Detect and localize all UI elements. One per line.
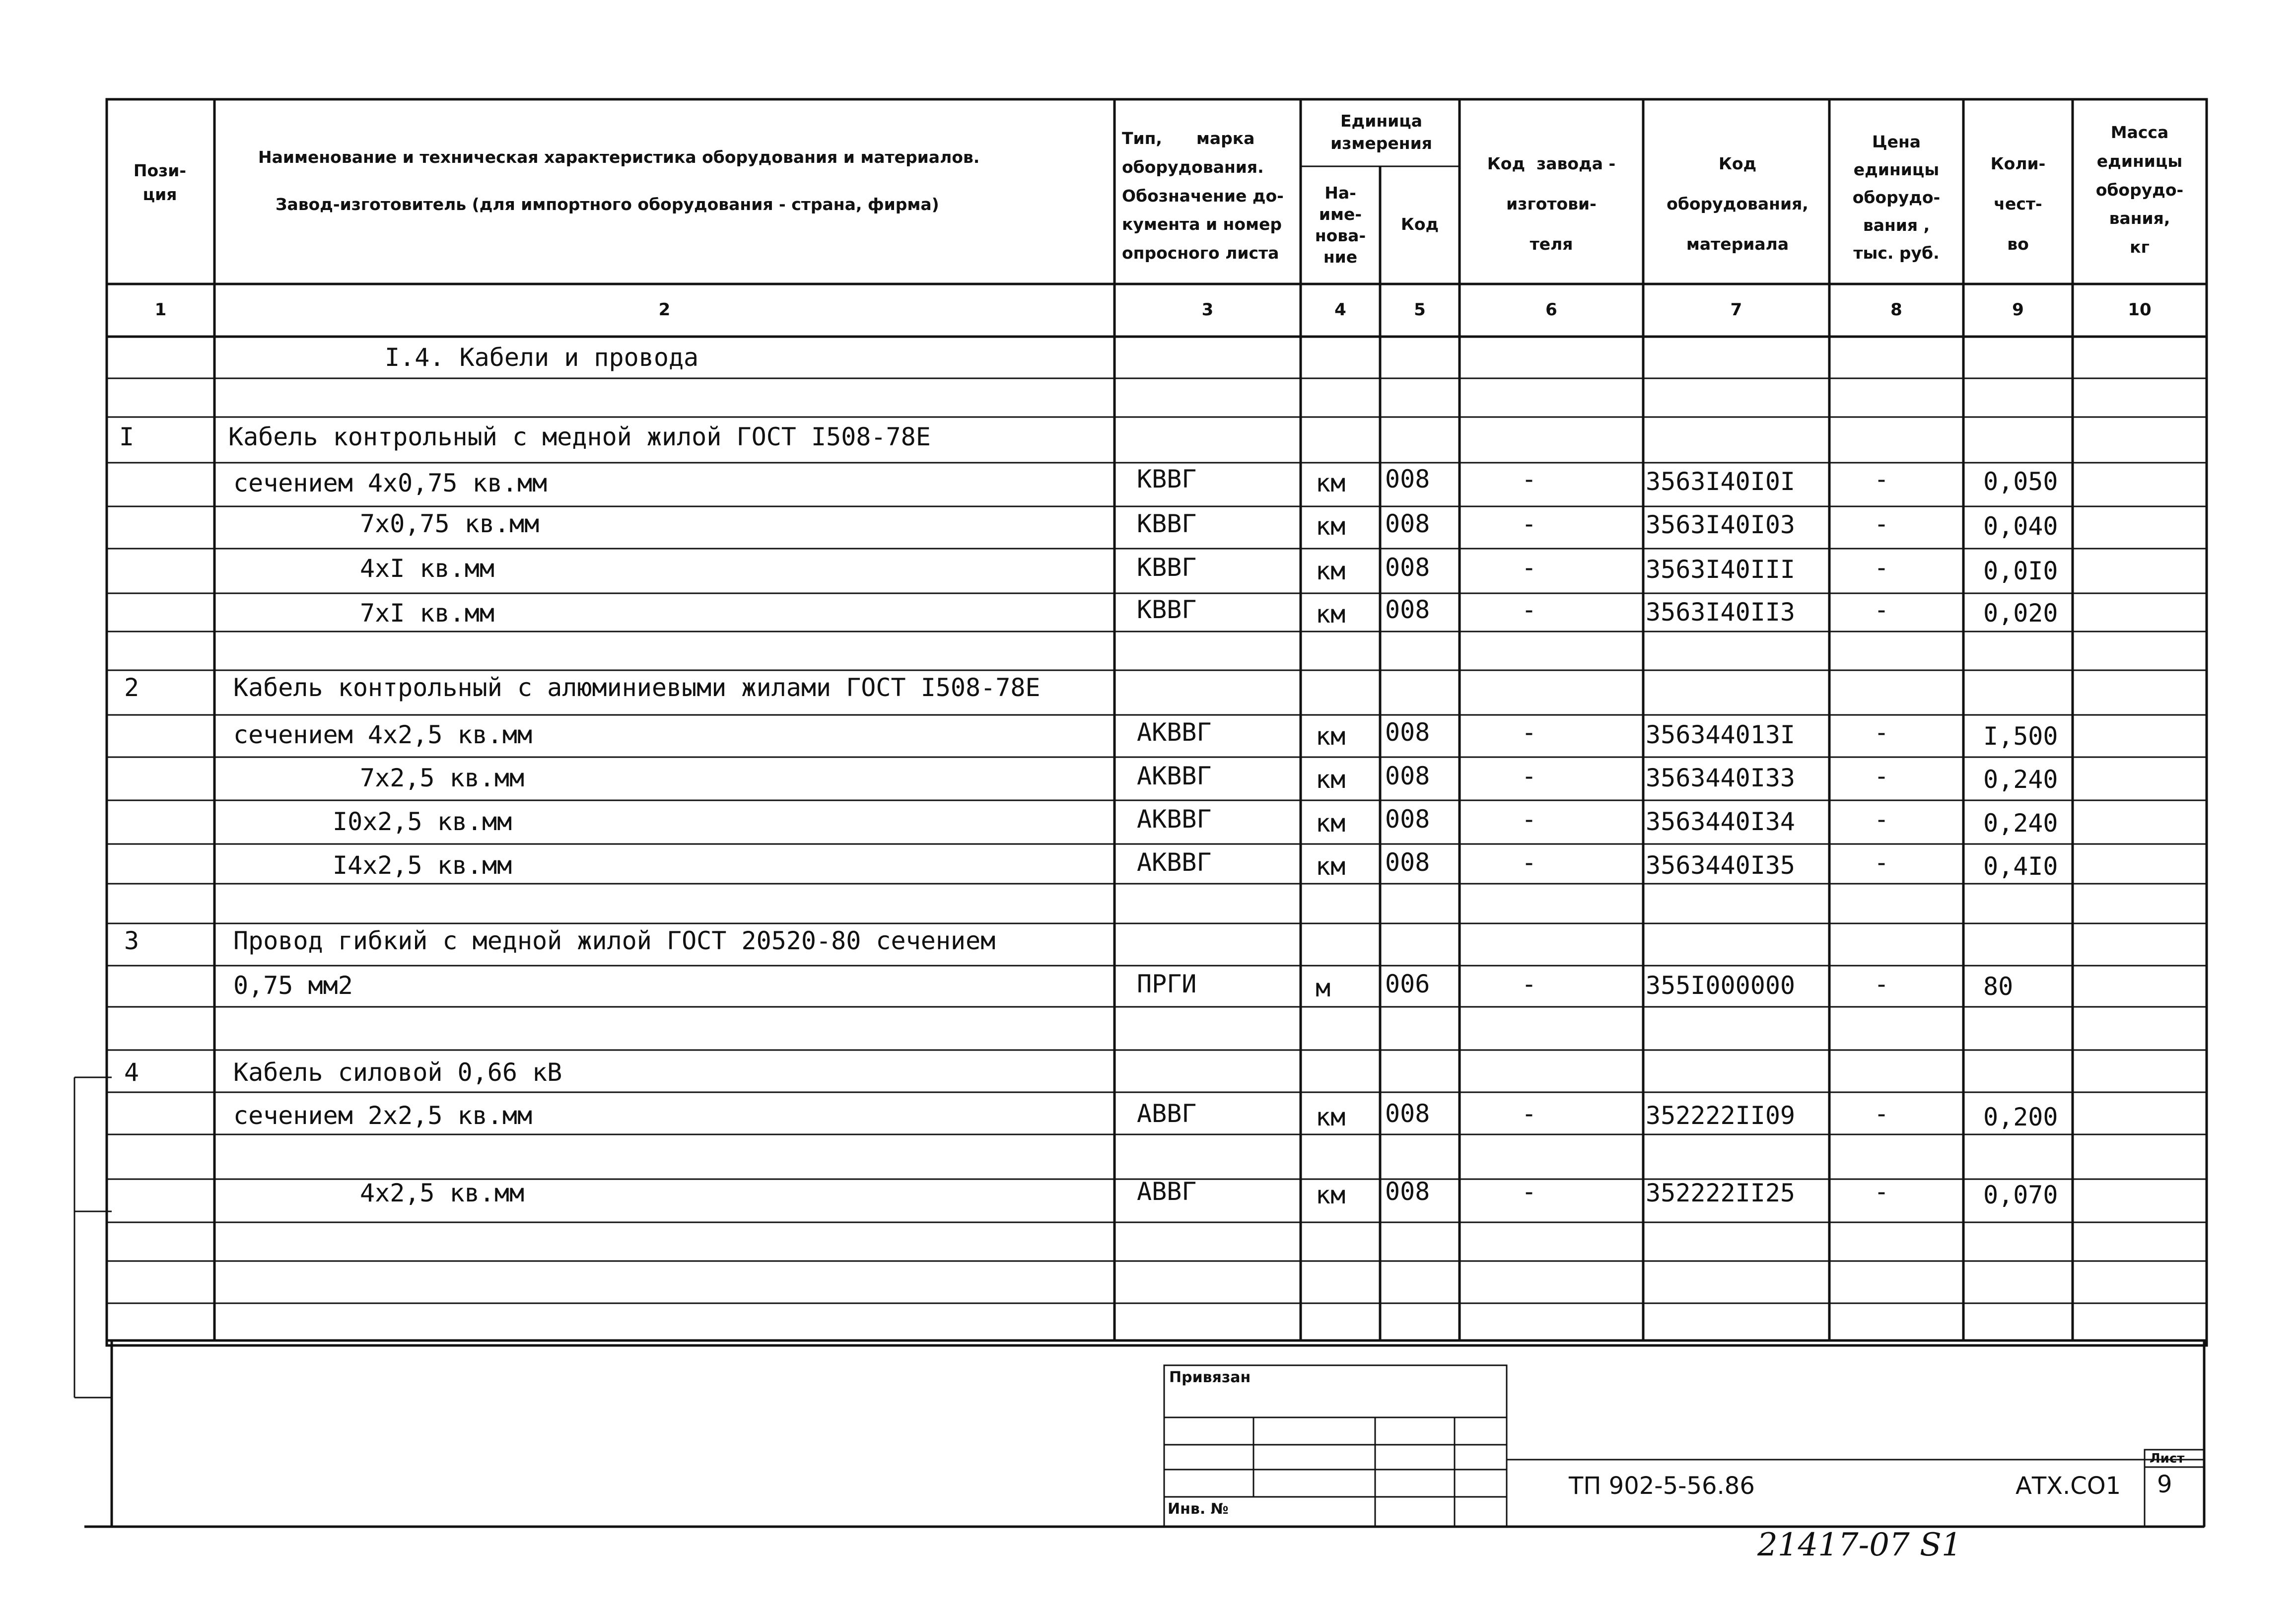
row-unit: км xyxy=(1316,809,1346,838)
header-quantity: Коли- чест- во xyxy=(1990,154,2046,254)
header-mass: Масса единицы оборудо- вания, кг xyxy=(2095,123,2184,257)
row-equipment-code: 3563I40III xyxy=(1646,555,1796,584)
row-name: Кабель силовой 0,66 кВ xyxy=(233,1058,562,1087)
row-name: 4х2,5 кв.мм xyxy=(360,1179,525,1207)
row-equipment-code: 355I000000 xyxy=(1646,971,1796,1000)
row-type: АВВГ xyxy=(1137,1177,1197,1206)
row-name: 7х2,5 кв.мм xyxy=(360,764,525,792)
row-price: - xyxy=(1874,848,1889,877)
row-name: 0,75 мм2 xyxy=(233,971,353,1000)
row-equipment-code: 356344013I xyxy=(1646,720,1796,749)
document-code: ТП 902-5-56.86 xyxy=(1569,1472,1755,1500)
header-unit-code: Код xyxy=(1400,214,1439,234)
row-factory: - xyxy=(1522,465,1537,493)
row-name: сечением 2х2,5 кв.мм xyxy=(233,1101,533,1130)
row-type: КВВГ xyxy=(1137,465,1197,493)
row-name: 4хI кв.мм xyxy=(360,554,494,583)
row-unit-code: 008 xyxy=(1385,718,1430,747)
row-unit: км xyxy=(1316,765,1346,794)
col-number: 5 xyxy=(1414,300,1426,320)
row-price: - xyxy=(1874,762,1889,790)
row-equipment-code: 3563I40I0I xyxy=(1646,467,1796,496)
row-unit: км xyxy=(1316,722,1346,751)
col-number: 9 xyxy=(2012,300,2024,320)
row-factory: - xyxy=(1522,805,1537,834)
row-factory: - xyxy=(1522,970,1537,998)
header-name-line1: Наименование и техническая характеристика оборудования и материалов. xyxy=(258,147,980,167)
row-quantity: 0,070 xyxy=(1983,1181,2058,1209)
row-price: - xyxy=(1874,970,1889,998)
row-type: АКВВГ xyxy=(1137,718,1212,747)
stamp-attached-label: Привязан xyxy=(1169,1369,1251,1386)
row-price: - xyxy=(1874,465,1889,493)
row-price: - xyxy=(1874,718,1889,747)
handwritten-number: 21417-07 S1 xyxy=(1757,1527,1962,1563)
sheet-number: 9 xyxy=(2157,1471,2172,1498)
row-quantity: 0,200 xyxy=(1983,1103,2058,1131)
row-quantity: 0,4I0 xyxy=(1983,852,2058,881)
col-number: 2 xyxy=(658,300,671,320)
row-equipment-code: 3563I40I03 xyxy=(1646,510,1796,539)
row-factory: - xyxy=(1522,1177,1537,1206)
row-unit-code: 008 xyxy=(1385,595,1430,624)
row-type: АВВГ xyxy=(1137,1099,1197,1128)
row-type: ПРГИ xyxy=(1137,970,1197,998)
row-unit: км xyxy=(1316,512,1346,541)
row-unit: км xyxy=(1316,1181,1346,1209)
row-price: - xyxy=(1874,1099,1889,1128)
row-quantity: 80 xyxy=(1983,972,2014,1001)
section-title: I.4. Кабели и провода xyxy=(385,343,699,372)
stamp-inventory-label: Инв. № xyxy=(1168,1500,1229,1518)
row-type: АКВВГ xyxy=(1137,762,1212,790)
row-quantity: 0,240 xyxy=(1983,809,2058,838)
row-unit-code: 008 xyxy=(1385,762,1430,790)
row-quantity: I,500 xyxy=(1983,722,2058,751)
row-quantity: 0,0I0 xyxy=(1983,557,2058,585)
header-unit-name: На- име- нова- ние xyxy=(1315,183,1366,267)
row-price: - xyxy=(1874,1177,1889,1206)
row-factory: - xyxy=(1522,718,1537,747)
row-equipment-code: 3563I40II3 xyxy=(1646,598,1796,627)
sheet-label: Лист xyxy=(2150,1451,2185,1466)
header-factory-code: Код завода - изготови- теля xyxy=(1487,154,1616,254)
row-type: АКВВГ xyxy=(1137,805,1212,834)
row-equipment-code: 3563440I33 xyxy=(1646,764,1796,792)
row-factory: - xyxy=(1522,553,1537,582)
row-type: АКВВГ xyxy=(1137,848,1212,877)
row-name: Кабель контрольный с медной жилой ГОСТ I508-78Е xyxy=(228,422,931,451)
row-type: КВВГ xyxy=(1137,595,1197,624)
col-number: 4 xyxy=(1334,300,1346,320)
row-type: КВВГ xyxy=(1137,509,1197,538)
row-type: КВВГ xyxy=(1137,553,1197,582)
row-unit-code: 008 xyxy=(1385,1099,1430,1128)
row-position: 2 xyxy=(124,673,139,702)
row-name: 7х0,75 кв.мм xyxy=(360,509,540,538)
col-number: 1 xyxy=(154,300,167,320)
col-number: 7 xyxy=(1730,300,1742,320)
row-price: - xyxy=(1874,553,1889,582)
row-factory: - xyxy=(1522,509,1537,538)
row-quantity: 0,050 xyxy=(1983,467,2058,496)
row-unit-code: 008 xyxy=(1385,1177,1430,1206)
row-quantity: 0,020 xyxy=(1983,599,2058,628)
row-price: - xyxy=(1874,509,1889,538)
row-name: сечением 4х0,75 кв.мм xyxy=(233,469,548,497)
header-position: Пози- ция xyxy=(133,161,187,204)
row-unit-code: 008 xyxy=(1385,509,1430,538)
row-unit: км xyxy=(1316,469,1346,497)
row-unit: км xyxy=(1316,1103,1346,1131)
row-factory: - xyxy=(1522,595,1537,624)
row-unit-code: 006 xyxy=(1385,970,1430,998)
col-number: 10 xyxy=(2128,300,2152,320)
row-unit: м xyxy=(1316,974,1331,1002)
row-name: Кабель контрольный с алюминиевыми жилами ГОСТ I508-78Е xyxy=(233,673,1041,702)
row-unit: км xyxy=(1316,557,1346,585)
header-name-line2: Завод-изготовитель (для импортного оборудования - страна, фирма) xyxy=(276,195,939,214)
row-factory: - xyxy=(1522,762,1537,790)
col-number: 8 xyxy=(1890,300,1902,320)
row-equipment-code: 352222II09 xyxy=(1646,1101,1796,1130)
row-unit-code: 008 xyxy=(1385,805,1430,834)
row-position: 3 xyxy=(124,926,139,955)
row-price: - xyxy=(1874,805,1889,834)
row-quantity: 0,240 xyxy=(1983,765,2058,794)
header-unit-group: Единица измерения xyxy=(1330,111,1432,153)
row-unit-code: 008 xyxy=(1385,465,1430,493)
header-equipment-code: Код оборудования, материала xyxy=(1667,154,1809,254)
sheet-code: АТХ.СО1 xyxy=(2016,1472,2121,1500)
header-type: Тип, марка оборудования. Обозначение до- кумента и номер опросного листа xyxy=(1122,129,1284,263)
row-unit-code: 008 xyxy=(1385,848,1430,877)
row-position: I xyxy=(119,422,135,451)
row-name: I0х2,5 кв.мм xyxy=(333,807,512,836)
col-number: 6 xyxy=(1545,300,1557,320)
header-price: Цена единицы оборудо- вания , тыс. руб. xyxy=(1852,132,1941,263)
row-quantity: 0,040 xyxy=(1983,512,2058,541)
row-unit-code: 008 xyxy=(1385,553,1430,582)
row-factory: - xyxy=(1522,1099,1537,1128)
row-name: Провод гибкий с медной жилой ГОСТ 20520-80 сечением xyxy=(233,926,996,955)
row-name: 7хI кв.мм xyxy=(360,599,494,628)
row-position: 4 xyxy=(124,1058,139,1087)
row-equipment-code: 352222II25 xyxy=(1646,1179,1796,1207)
row-equipment-code: 3563440I34 xyxy=(1646,807,1796,836)
row-name: сечением 4х2,5 кв.мм xyxy=(233,720,533,749)
row-equipment-code: 3563440I35 xyxy=(1646,851,1796,880)
row-name: I4х2,5 кв.мм xyxy=(333,851,512,880)
col-number: 3 xyxy=(1201,300,1214,320)
row-factory: - xyxy=(1522,848,1537,877)
row-price: - xyxy=(1874,595,1889,624)
row-unit: км xyxy=(1316,852,1346,881)
row-unit: км xyxy=(1316,600,1346,629)
